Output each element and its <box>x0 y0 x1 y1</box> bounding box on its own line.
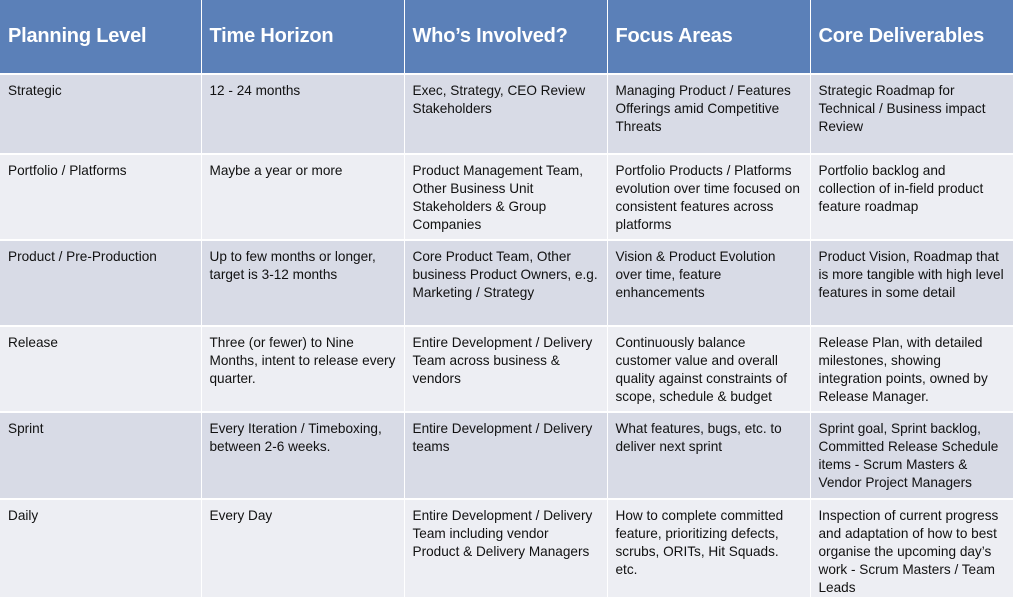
table-cell: Sprint <box>0 412 201 499</box>
table-cell: Portfolio backlog and collection of in-field product feature roadmap <box>810 154 1013 240</box>
table-cell: Product / Pre-Production <box>0 240 201 326</box>
table-cell: Core Product Team, Other business Product Owners, e.g. Marketing / Strategy <box>404 240 607 326</box>
table-cell: Release Plan, with detailed milestones, showing integration points, owned by Release Manager. <box>810 326 1013 412</box>
table-cell: Release <box>0 326 201 412</box>
header-focus-areas: Focus Areas <box>607 0 810 74</box>
header-time-horizon: Time Horizon <box>201 0 404 74</box>
header-planning-level: Planning Level <box>0 0 201 74</box>
table-cell: Entire Development / Delivery Team including vendor Product & Delivery Managers <box>404 499 607 598</box>
table-cell: Up to few months or longer, target is 3-12 months <box>201 240 404 326</box>
table-cell: What features, bugs, etc. to deliver next sprint <box>607 412 810 499</box>
table-cell: Strategic Roadmap for Technical / Business impact Review <box>810 74 1013 154</box>
header-row <box>0 0 1013 74</box>
table-cell: Daily <box>0 499 201 598</box>
table-cell: Vision & Product Evolution over time, feature enhancements <box>607 240 810 326</box>
table-cell: Every Day <box>201 499 404 598</box>
table-cell: Portfolio / Platforms <box>0 154 201 240</box>
table-row-portfolio <box>0 154 1013 240</box>
table-cell: Exec, Strategy, CEO Review Stakeholders <box>404 74 607 154</box>
table-cell: How to complete committed feature, prioritizing defects, scrubs, ORITs, Hit Squads. etc. <box>607 499 810 598</box>
table-row-daily <box>0 499 1013 598</box>
table-cell: Every Iteration / Timeboxing, between 2-6 weeks. <box>201 412 404 499</box>
table-cell: Product Management Team, Other Business Unit Stakeholders & Group Companies <box>404 154 607 240</box>
table-cell: Inspection of current progress and adaptation of how to best organise the upcoming day’s work - Scrum Masters / Team Leads <box>810 499 1013 598</box>
table-cell: Maybe a year or more <box>201 154 404 240</box>
table-cell: Continuously balance customer value and overall quality against constraints of scope, schedule & budget <box>607 326 810 412</box>
table-cell: Strategic <box>0 74 201 154</box>
table-cell: Three (or fewer) to Nine Months, intent to release every quarter. <box>201 326 404 412</box>
table-row-product <box>0 240 1013 326</box>
table-cell: 12 - 24 months <box>201 74 404 154</box>
table-cell: Portfolio Products / Platforms evolution over time focused on consistent features across platforms <box>607 154 810 240</box>
table-cell: Sprint goal, Sprint backlog, Committed Release Schedule items - Scrum Masters & Vendor Project Managers <box>810 412 1013 499</box>
table-row-sprint <box>0 412 1013 499</box>
table-row-release <box>0 326 1013 412</box>
table-row-strategic <box>0 74 1013 154</box>
table-cell: Entire Development / Delivery teams <box>404 412 607 499</box>
table-cell: Product Vision, Roadmap that is more tangible with high level features in some detail <box>810 240 1013 326</box>
table-cell: Managing Product / Features Offerings amid Competitive Threats <box>607 74 810 154</box>
header-whos-involved: Who’s Involved? <box>404 0 607 74</box>
table-cell: Entire Development / Delivery Team across business & vendors <box>404 326 607 412</box>
header-core-deliverables: Core Deliverables <box>810 0 1013 74</box>
